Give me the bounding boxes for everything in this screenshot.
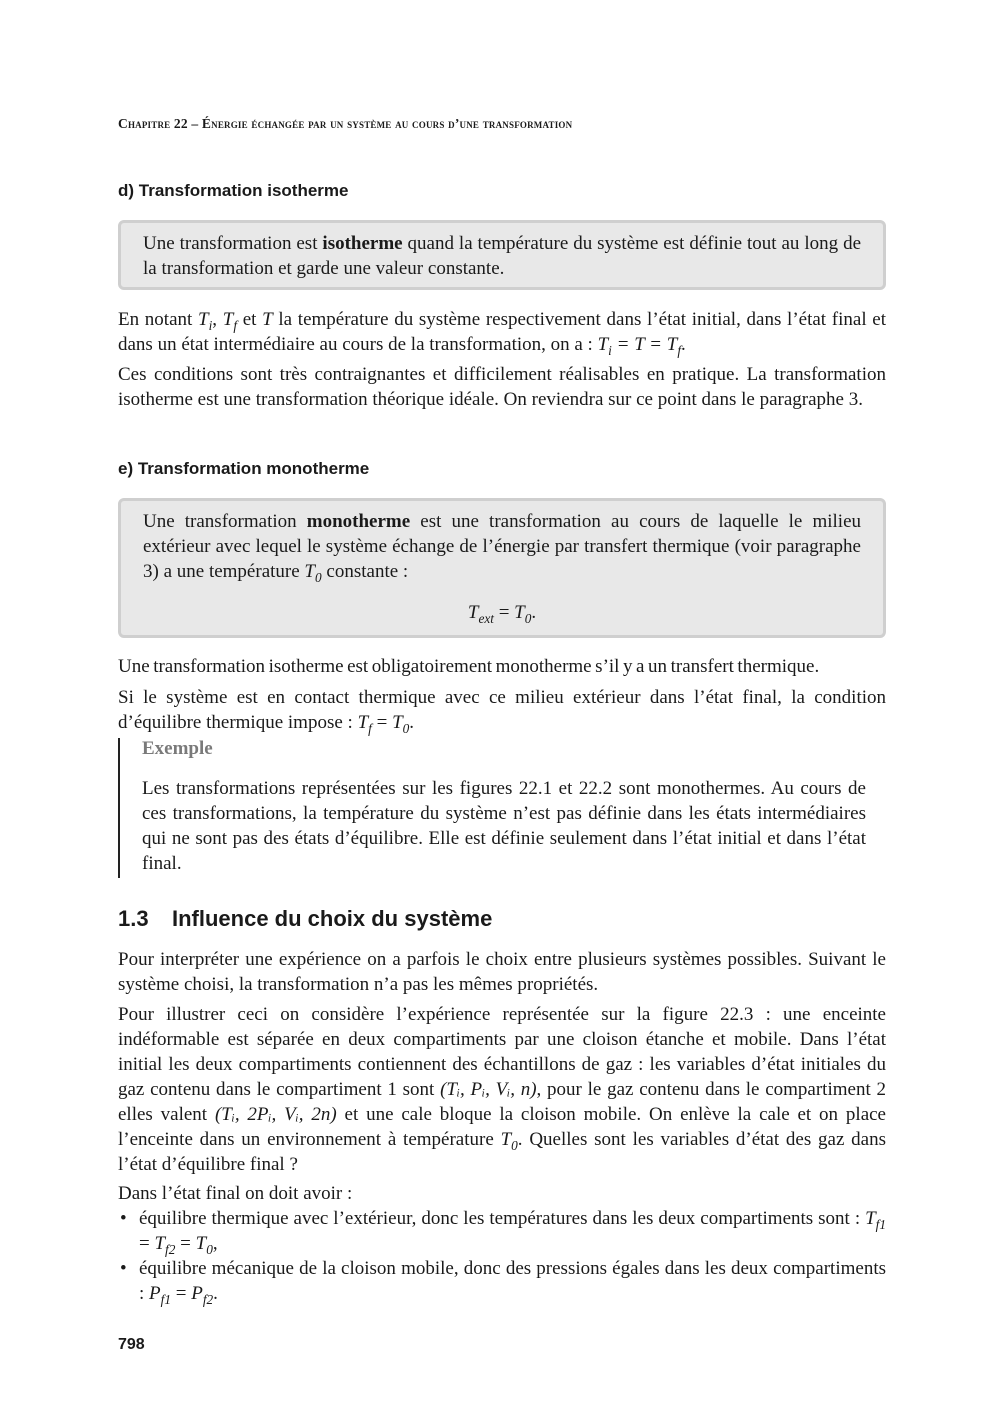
running-header-title: Chapitre 22 – Énergie échangée par un système au cours d’une transformation: [118, 116, 573, 131]
definition-box-monotherme: Une transformation monotherme est une transformation au cours de laquelle le milieu extérieur avec lequel le système échange de l’énergie par transfert thermique (voir paragraphe 3) a une température $T_0$ constante : $T_{ext} = T_0$.: [118, 498, 886, 638]
subsection-title-d: d) Transformation isotherme: [118, 181, 349, 200]
bullet-list-conditions: [118, 1206, 886, 1306]
example-label: Exemple: [142, 738, 213, 759]
list-item: • équilibre thermique avec l’extérieur, donc les températures dans les deux compartiments sont : $T_{f1} = T_{f2} = T_0$,: [120, 1208, 886, 1257]
list-item: • équilibre mécanique de la cloison mobile, donc des pressions égales dans les deux compartiments : $P_{f1} = P_{f2}$.: [120, 1258, 886, 1307]
paragraph-equilibre-thermique: Si le système est en contact thermique avec ce milieu extérieur dans l’état final, la condition d’équilibre thermique impose : $T_f = T_0$.: [118, 687, 886, 736]
page-number: 798: [118, 1336, 145, 1353]
keyword-monotherme: monotherme: [306, 511, 411, 532]
paragraph-isotherme-monotherme: Une transformation isotherme est obligatoirement monotherme s’il y a un transfert thermique.: [118, 656, 820, 677]
paragraph-notation-isotherme: En notant $T_i$, $T_f$ et T la température du système respectivement dans l’état initial, dans l’état final et dans un état intermédiaire au cours de la transformation, on a : $T_i = T = T_f$.: [118, 309, 887, 358]
state-compartment-1: (Tᵢ, Pᵢ, Vᵢ, n): [440, 1079, 537, 1100]
subsection-title-e: e) Transformation monotherme: [118, 459, 370, 478]
state-compartment-2: (Tᵢ, 2Pᵢ, Vᵢ, 2n): [214, 1104, 337, 1125]
example-block: [118, 738, 888, 878]
definition-box-isotherme: Une transformation est isotherme quand la température du système est définie tout au long de la transformation et garde une valeur constante.: [118, 220, 886, 290]
section-number: 1.3: [118, 906, 149, 931]
equation-text-equals-t0: $T_{ext} = T_0$.: [467, 602, 537, 626]
paragraph-etat-final: Dans l’état final on doit avoir :: [118, 1183, 353, 1204]
running-header: [118, 116, 886, 132]
paragraph-choix-systeme: Pour interpréter une expérience on a parfois le choix entre plusieurs systèmes possibles. Suivant le système choisi, la transformation n’a pas les mêmes propriétés.: [118, 949, 886, 995]
keyword-isotherme: isotherme: [322, 233, 403, 254]
paragraph-conditions: Ces conditions sont très contraignantes et difficilement réalisables en pratique. La transformation isotherme est une transformation théorique idéale. On reviendra sur ce point dans le paragraphe 3.: [118, 364, 886, 410]
section-title-1-3: [118, 906, 492, 932]
example-body: Les transformations représentées sur les figures 22.1 et 22.2 sont monothermes. Au cours de ces transformations, la température du système n’est pas définie dans les états intermédiaires qui ne sont pas des états d’équilibre. Elle est définie seulement dans l’état initial et dans l’état final.: [142, 778, 866, 874]
section-heading: Influence du choix du système: [172, 906, 493, 931]
paragraph-experience-enceinte: Pour illustrer ceci on considère l’expérience représentée sur la figure 22.3 : une enceinte indéformable est séparée en deux compartiments par une cloison étanche et mobile. Dans l’état initial les deux compartiments contiennent des échantillons de gaz : les variables d’état initiales du gaz contenu dans le compartiment 1 sont (Tᵢ, Pᵢ, Vᵢ, n), pour le gaz contenu dans le compartiment 2 elles valent (Tᵢ, 2Pᵢ, Vᵢ, 2n) et une cale bloque la cloison mobile. On enlève la cale et on place l’enceinte dans un environnement à température $T_0$. Quelles sont les variables d’état des gaz dans l’état d’équilibre final ?: [118, 1004, 887, 1175]
